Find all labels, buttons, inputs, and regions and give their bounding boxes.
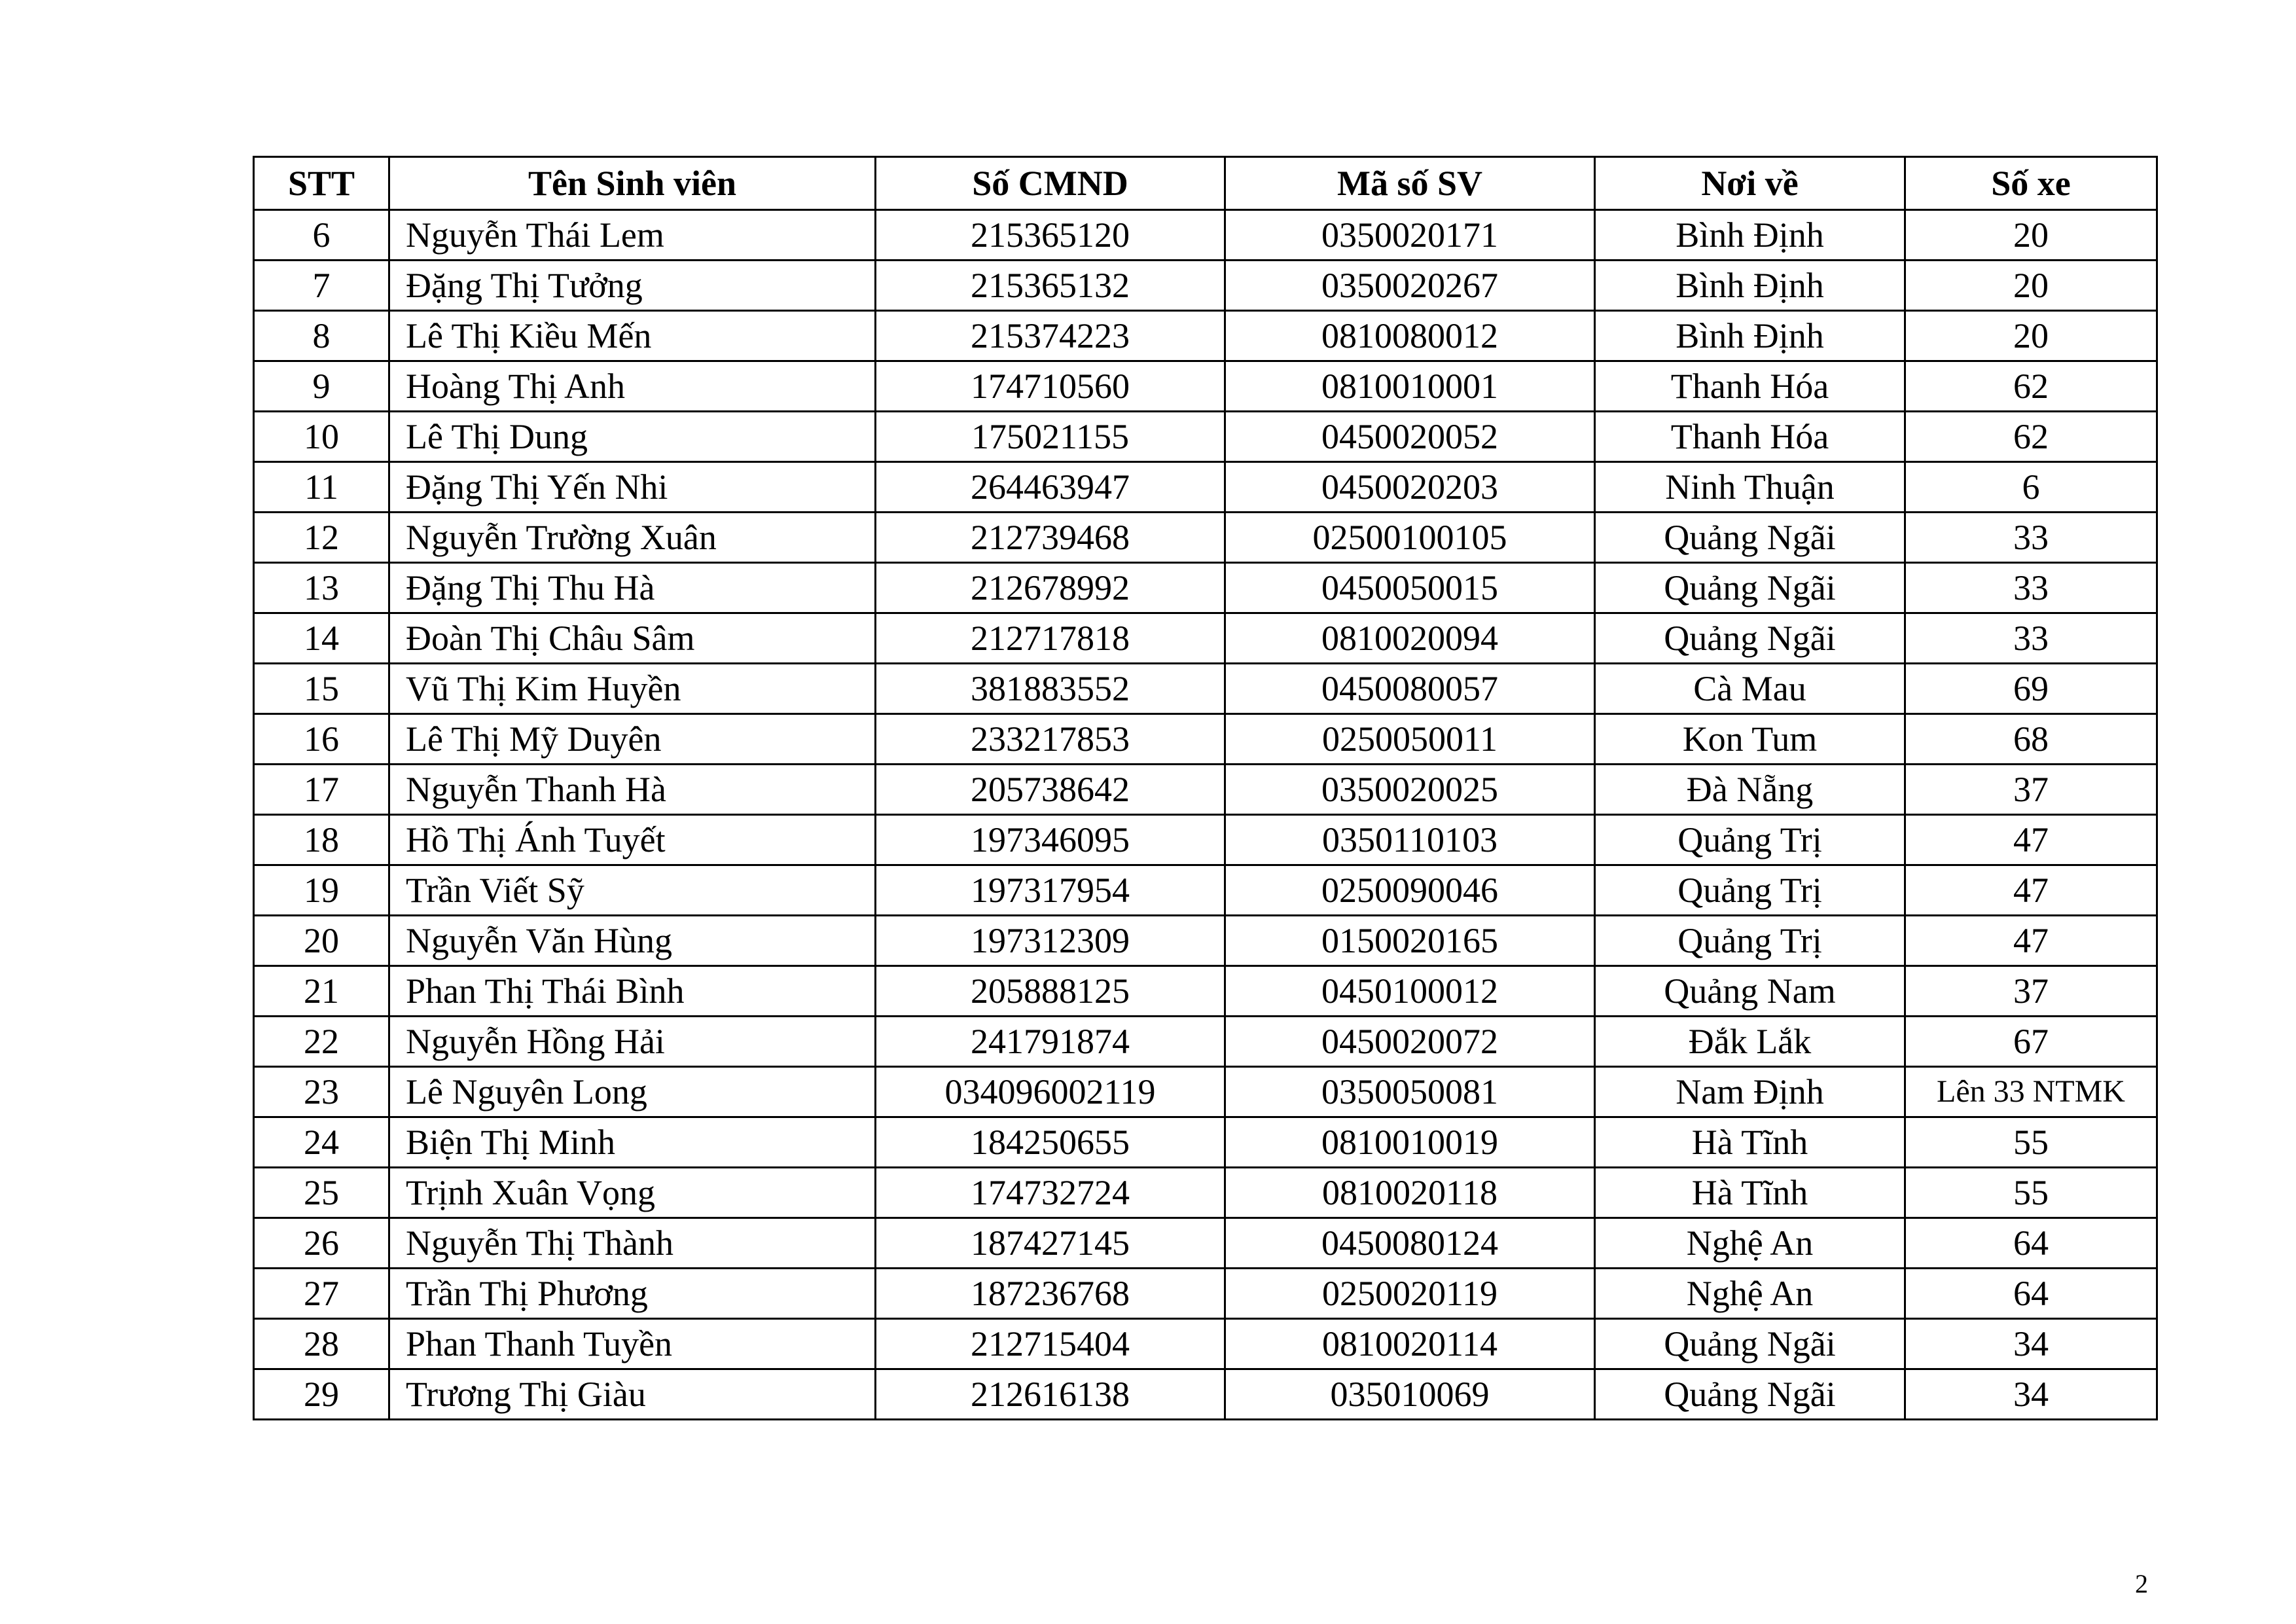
cell-student-name: Trịnh Xuân Vọng (389, 1168, 876, 1218)
cell-student-id: 0350110103 (1225, 815, 1595, 865)
table-row (254, 210, 2157, 261)
cell-destination: Thanh Hóa (1595, 412, 1905, 462)
cell-student-name: Đặng Thị Yến Nhi (389, 462, 876, 513)
cell-student-id: 0810020114 (1225, 1319, 1595, 1369)
cell-bus-number: 55 (1905, 1168, 2157, 1218)
cell-cmnd: 212715404 (876, 1319, 1225, 1369)
cell-cmnd: 264463947 (876, 462, 1225, 513)
cell-destination: Quảng Trị (1595, 865, 1905, 916)
cell-cmnd: 034096002119 (876, 1067, 1225, 1117)
cell-destination: Đắk Lắk (1595, 1017, 1905, 1067)
cell-student-id: 0810010001 (1225, 361, 1595, 412)
cell-student-id: 0350020267 (1225, 261, 1595, 311)
cell-student-name: Nguyễn Thị Thành (389, 1218, 876, 1269)
cell-student-name: Trần Thị Phương (389, 1269, 876, 1319)
cell-cmnd: 197346095 (876, 815, 1225, 865)
cell-student-id: 0350020171 (1225, 210, 1595, 261)
cell-bus-number: 34 (1905, 1319, 2157, 1369)
cell-cmnd: 175021155 (876, 412, 1225, 462)
header-bus-number: Số xe (1905, 157, 2157, 210)
cell-cmnd: 184250655 (876, 1117, 1225, 1168)
cell-destination: Bình Định (1595, 210, 1905, 261)
cell-student-id: 035010069 (1225, 1369, 1595, 1420)
cell-student-id: 0350050081 (1225, 1067, 1595, 1117)
table-row (254, 261, 2157, 311)
cell-student-id: 0810010019 (1225, 1117, 1595, 1168)
table-row (254, 361, 2157, 412)
cell-stt: 9 (254, 361, 389, 412)
cell-bus-number: 62 (1905, 361, 2157, 412)
cell-destination: Quảng Trị (1595, 916, 1905, 966)
cell-bus-number: 55 (1905, 1117, 2157, 1168)
table-row (254, 1067, 2157, 1117)
cell-stt: 29 (254, 1369, 389, 1420)
table-row (254, 563, 2157, 613)
cell-bus-number: 62 (1905, 412, 2157, 462)
table-row (254, 865, 2157, 916)
table-row (254, 714, 2157, 765)
header-student-id: Mã số SV (1225, 157, 1595, 210)
cell-cmnd: 212739468 (876, 513, 1225, 563)
cell-student-id: 0250050011 (1225, 714, 1595, 765)
table-row (254, 412, 2157, 462)
cell-stt: 14 (254, 613, 389, 664)
cell-cmnd: 241791874 (876, 1017, 1225, 1067)
cell-destination: Cà Mau (1595, 664, 1905, 714)
cell-student-id: 0810080012 (1225, 311, 1595, 361)
cell-destination: Nghệ An (1595, 1269, 1905, 1319)
cell-destination: Thanh Hóa (1595, 361, 1905, 412)
table-row (254, 966, 2157, 1017)
cell-destination: Bình Định (1595, 261, 1905, 311)
cell-student-id: 0450100012 (1225, 966, 1595, 1017)
cell-student-id: 0250020119 (1225, 1269, 1595, 1319)
cell-student-id: 0350020025 (1225, 765, 1595, 815)
cell-student-name: Hồ Thị Ánh Tuyết (389, 815, 876, 865)
cell-stt: 12 (254, 513, 389, 563)
cell-student-name: Phan Thị Thái Bình (389, 966, 876, 1017)
cell-stt: 28 (254, 1319, 389, 1369)
cell-stt: 22 (254, 1017, 389, 1067)
cell-cmnd: 174732724 (876, 1168, 1225, 1218)
cell-stt: 17 (254, 765, 389, 815)
cell-bus-number: Lên 33 NTMK (1905, 1067, 2157, 1117)
cell-destination: Ninh Thuận (1595, 462, 1905, 513)
cell-student-id: 0450080057 (1225, 664, 1595, 714)
cell-student-name: Trần Viết Sỹ (389, 865, 876, 916)
table-body (254, 210, 2157, 1420)
cell-destination: Hà Tĩnh (1595, 1168, 1905, 1218)
cell-student-id: 0810020118 (1225, 1168, 1595, 1218)
cell-student-id: 0810020094 (1225, 613, 1595, 664)
cell-destination: Nam Định (1595, 1067, 1905, 1117)
cell-cmnd: 215365120 (876, 210, 1225, 261)
cell-student-name: Đặng Thị Tưởng (389, 261, 876, 311)
cell-destination: Quảng Ngãi (1595, 563, 1905, 613)
cell-cmnd: 233217853 (876, 714, 1225, 765)
table-row (254, 815, 2157, 865)
cell-student-name: Nguyễn Văn Hùng (389, 916, 876, 966)
page-number: 2 (2135, 1569, 2148, 1598)
cell-stt: 13 (254, 563, 389, 613)
cell-bus-number: 37 (1905, 966, 2157, 1017)
cell-stt: 7 (254, 261, 389, 311)
table-row (254, 664, 2157, 714)
cell-student-name: Vũ Thị Kim Huyền (389, 664, 876, 714)
cell-student-name: Nguyễn Thanh Hà (389, 765, 876, 815)
table-row (254, 1117, 2157, 1168)
cell-student-name: Lê Thị Dung (389, 412, 876, 462)
cell-destination: Bình Định (1595, 311, 1905, 361)
cell-bus-number: 47 (1905, 916, 2157, 966)
cell-student-name: Trương Thị Giàu (389, 1369, 876, 1420)
cell-student-id: 0450020052 (1225, 412, 1595, 462)
cell-stt: 25 (254, 1168, 389, 1218)
cell-bus-number: 34 (1905, 1369, 2157, 1420)
cell-cmnd: 197317954 (876, 865, 1225, 916)
cell-student-name: Biện Thị Minh (389, 1117, 876, 1168)
cell-stt: 6 (254, 210, 389, 261)
table-row (254, 916, 2157, 966)
cell-stt: 10 (254, 412, 389, 462)
cell-cmnd: 212616138 (876, 1369, 1225, 1420)
cell-destination: Hà Tĩnh (1595, 1117, 1905, 1168)
cell-student-name: Phan Thanh Tuyền (389, 1319, 876, 1369)
cell-stt: 23 (254, 1067, 389, 1117)
header-destination: Nơi về (1595, 157, 1905, 210)
cell-student-name: Đoàn Thị Châu Sâm (389, 613, 876, 664)
cell-student-id: 02500100105 (1225, 513, 1595, 563)
cell-bus-number: 37 (1905, 765, 2157, 815)
cell-stt: 15 (254, 664, 389, 714)
cell-destination: Quảng Ngãi (1595, 1319, 1905, 1369)
cell-student-id: 0450020203 (1225, 462, 1595, 513)
table-row (254, 765, 2157, 815)
header-cmnd: Số CMND (876, 157, 1225, 210)
cell-cmnd: 187236768 (876, 1269, 1225, 1319)
cell-student-id: 0450020072 (1225, 1017, 1595, 1067)
header-stt: STT (254, 157, 389, 210)
cell-student-name: Lê Nguyên Long (389, 1067, 876, 1117)
table-header-row (254, 157, 2157, 210)
cell-bus-number: 64 (1905, 1218, 2157, 1269)
cell-cmnd: 197312309 (876, 916, 1225, 966)
table-row (254, 311, 2157, 361)
cell-bus-number: 6 (1905, 462, 2157, 513)
cell-destination: Đà Nẵng (1595, 765, 1905, 815)
cell-cmnd: 174710560 (876, 361, 1225, 412)
cell-stt: 11 (254, 462, 389, 513)
table-row (254, 1168, 2157, 1218)
cell-student-id: 0250090046 (1225, 865, 1595, 916)
cell-bus-number: 33 (1905, 513, 2157, 563)
cell-destination: Kon Tum (1595, 714, 1905, 765)
cell-student-id: 0450050015 (1225, 563, 1595, 613)
cell-bus-number: 69 (1905, 664, 2157, 714)
table-row (254, 1319, 2157, 1369)
cell-destination: Quảng Ngãi (1595, 513, 1905, 563)
cell-stt: 27 (254, 1269, 389, 1319)
cell-destination: Nghệ An (1595, 1218, 1905, 1269)
cell-bus-number: 33 (1905, 563, 2157, 613)
cell-stt: 20 (254, 916, 389, 966)
cell-student-name: Nguyễn Trường Xuân (389, 513, 876, 563)
cell-cmnd: 205738642 (876, 765, 1225, 815)
cell-student-name: Lê Thị Mỹ Duyên (389, 714, 876, 765)
cell-bus-number: 64 (1905, 1269, 2157, 1319)
cell-bus-number: 68 (1905, 714, 2157, 765)
cell-stt: 19 (254, 865, 389, 916)
cell-stt: 16 (254, 714, 389, 765)
cell-cmnd: 187427145 (876, 1218, 1225, 1269)
cell-destination: Quảng Nam (1595, 966, 1905, 1017)
cell-destination: Quảng Ngãi (1595, 1369, 1905, 1420)
cell-bus-number: 20 (1905, 210, 2157, 261)
table-row (254, 613, 2157, 664)
cell-destination: Quảng Trị (1595, 815, 1905, 865)
cell-cmnd: 381883552 (876, 664, 1225, 714)
cell-student-name: Hoàng Thị Anh (389, 361, 876, 412)
table-row (254, 1269, 2157, 1319)
table-row (254, 1017, 2157, 1067)
cell-stt: 21 (254, 966, 389, 1017)
cell-stt: 24 (254, 1117, 389, 1168)
cell-cmnd: 212678992 (876, 563, 1225, 613)
header-student-name: Tên Sinh viên (389, 157, 876, 210)
cell-bus-number: 20 (1905, 311, 2157, 361)
cell-destination: Quảng Ngãi (1595, 613, 1905, 664)
cell-student-id: 0450080124 (1225, 1218, 1595, 1269)
cell-student-name: Nguyễn Hồng Hải (389, 1017, 876, 1067)
cell-cmnd: 215365132 (876, 261, 1225, 311)
table-row (254, 513, 2157, 563)
cell-stt: 8 (254, 311, 389, 361)
student-list-table (253, 156, 2158, 1420)
table-row (254, 1218, 2157, 1269)
cell-student-name: Đặng Thị Thu Hà (389, 563, 876, 613)
cell-student-id: 0150020165 (1225, 916, 1595, 966)
table-row (254, 1369, 2157, 1420)
cell-cmnd: 215374223 (876, 311, 1225, 361)
cell-bus-number: 33 (1905, 613, 2157, 664)
cell-bus-number: 67 (1905, 1017, 2157, 1067)
cell-stt: 18 (254, 815, 389, 865)
cell-student-name: Lê Thị Kiều Mến (389, 311, 876, 361)
cell-bus-number: 47 (1905, 865, 2157, 916)
cell-bus-number: 47 (1905, 815, 2157, 865)
cell-cmnd: 205888125 (876, 966, 1225, 1017)
cell-bus-number: 20 (1905, 261, 2157, 311)
cell-stt: 26 (254, 1218, 389, 1269)
table-row (254, 462, 2157, 513)
cell-cmnd: 212717818 (876, 613, 1225, 664)
cell-student-name: Nguyễn Thái Lem (389, 210, 876, 261)
